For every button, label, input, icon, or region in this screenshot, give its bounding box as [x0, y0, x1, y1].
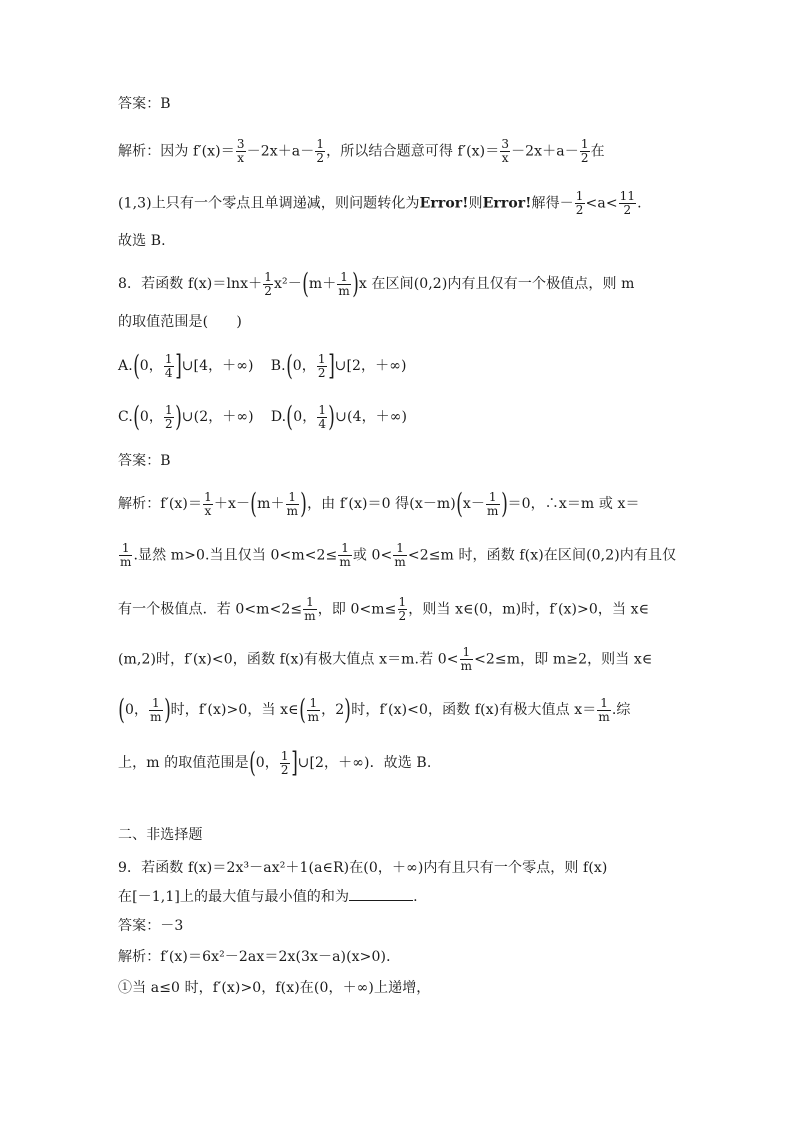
answer-8 — [118, 452, 171, 470]
text: (1,3)上只有一个零点且单调递减，则问题转化为 — [118, 195, 420, 212]
text: 解析：f′(x)＝6x²－2ax＝2x(3x－a)(x>0)． — [118, 949, 401, 965]
fraction: $\frac{1}{m}$ — [460, 645, 473, 673]
question-8-line-2 — [118, 313, 242, 331]
question-9-line-1 — [118, 859, 607, 877]
fraction: $\frac{1}{2}$ — [398, 595, 407, 623]
text: 或 0< — [352, 547, 393, 564]
section-heading — [118, 826, 203, 844]
option-b[interactable]: B.(0， $\frac{1}{2}$ ]∪[2，＋∞) — [270, 349, 407, 382]
solution-8-line-4 — [118, 646, 652, 673]
fraction: $\frac{1}{m}$ — [120, 541, 132, 569]
fraction: $\frac{1}{m}$ — [339, 541, 351, 569]
text: m＋ — [308, 276, 337, 292]
text: 答案：－3 — [118, 918, 184, 934]
text: ∪[2，＋∞)．故选 B. — [297, 755, 432, 771]
fraction: $\frac{1}{m}$ — [307, 695, 320, 724]
question-8-line-1: 8．若函数 f(x)＝lnx＋ $\frac{1}{2}$ x²－(m＋ $\frac{1}{m}$ )x 在区间(0,2)内有且仅有一个极值点，则 m — [118, 267, 635, 300]
fraction: $\frac{1}{m}$ — [150, 695, 162, 724]
text: ，即 0<m≤ — [317, 601, 397, 618]
text: x²－ — [274, 276, 302, 292]
fraction: $\frac{1}{m}$ — [304, 595, 316, 623]
fraction: $\frac{1}{4}$ — [164, 351, 173, 380]
fraction: $\frac{1}{2}$ — [316, 137, 325, 165]
section-title: 二、非选择题 — [118, 827, 203, 843]
text: ①当 a≤0 时，f′(x)>0，f(x)在(0，＋∞)上递增， — [118, 980, 431, 996]
text: x 在区间(0,2)内有且仅有一个极值点，则 m — [358, 276, 635, 292]
error-text: Error! — [419, 195, 469, 212]
text: 故选 B. — [118, 233, 166, 249]
text: 解析：f′(x)＝ — [118, 496, 203, 512]
solution-7-line-1 — [118, 138, 605, 165]
fraction: $\frac{1}{2}$ — [264, 269, 272, 298]
fraction: $\frac{3}{x}$ — [236, 137, 245, 165]
text: 0， — [125, 702, 149, 718]
solution-8-line-5: (0， $\frac{1}{m}$ )时，f′(x)>0，当 x∈( $\frac{1}{m}$ ，2)时，f′(x)<0，函数 f(x)有极大值点 x＝ $\frac{1}{m}$ .综 — [118, 693, 631, 726]
answer-7-text: 答案：B — [118, 96, 171, 112]
text: . — [637, 195, 642, 212]
text: x－ — [462, 496, 486, 512]
text: ，由 f′(x)＝0 得(x－m) — [307, 496, 456, 512]
fraction: $\frac{1}{m}$ — [394, 541, 406, 569]
text: 在[－1,1]上的最大值与最小值的和为 — [118, 889, 350, 905]
text: ＋x－ — [213, 496, 251, 512]
text: <2≤m 时，函数 f(x)在区间(0,2)内有且仅 — [407, 547, 677, 564]
solution-8-line-3 — [118, 596, 649, 623]
options-ab — [118, 349, 407, 382]
text: 解析：因为 f′(x)＝ — [118, 143, 235, 160]
text: 答案：B — [118, 453, 171, 469]
text: <a< — [585, 195, 618, 212]
question-9-line-2 — [118, 886, 418, 906]
answer-blank[interactable] — [349, 886, 413, 901]
solution-7-line-3 — [118, 232, 166, 250]
option-d[interactable]: D.(0， $\frac{1}{4}$ )∪(4，＋∞) — [270, 400, 408, 433]
text: －2x＋a－ — [511, 143, 579, 160]
options-cd — [118, 400, 408, 433]
solution-9-line-1 — [118, 948, 400, 966]
text: .综 — [611, 702, 631, 718]
text: (m,2)时，f′(x)<0，函数 f(x)有极大值点 x＝m.若 0< — [118, 651, 459, 668]
text: 则 — [468, 195, 483, 212]
option-a[interactable]: A.(0， $\frac{1}{4}$ ]∪[4，＋∞) — [118, 349, 254, 382]
fraction: $\frac{1}{2}$ — [317, 351, 326, 380]
fraction: $\frac{1}{x}$ — [204, 489, 212, 518]
fraction: $\frac{1}{2}$ — [575, 189, 584, 217]
solution-8-line-6: 上，m 的取值范围是(0， $\frac{1}{2}$ ]∪[2，＋∞)．故选 B. — [118, 746, 432, 779]
text: 8．若函数 f(x)＝lnx＋ — [118, 276, 263, 292]
text: 解得－ — [531, 195, 574, 212]
fraction: $\frac{1}{2}$ — [580, 137, 589, 165]
answer-7 — [118, 95, 171, 113]
text: 有一个极值点．若 0<m<2≤ — [118, 601, 303, 618]
solution-8-line-1: 解析：f′(x)＝ $\frac{1}{x}$ ＋x－(m＋ $\frac{1}{m}$ )，由 f′(x)＝0 得(x－m)(x－ $\frac{1}{m}$ )＝0，∴x＝m 或 x＝ — [118, 487, 640, 520]
fraction: $\frac{3}{x}$ — [501, 137, 510, 165]
text: 9．若函数 f(x)＝2x³－ax²＋1(a∈R)在(0，＋∞)内有且只有一个零点，则 f(x) — [118, 860, 608, 876]
solution-7-line-2 — [118, 190, 642, 217]
text: .显然 m>0.当且仅当 0<m<2≤ — [133, 547, 338, 564]
option-c[interactable]: C.(0， $\frac{1}{2}$ )∪(2，＋∞) — [118, 400, 254, 433]
fraction: $\frac{11}{2}$ — [619, 189, 636, 217]
text: ，2 — [321, 702, 345, 718]
text: . — [413, 889, 418, 905]
text: m＋ — [257, 496, 285, 512]
fraction: $\frac{1}{m}$ — [286, 489, 299, 518]
error-text: Error! — [482, 195, 532, 212]
text: ，所以结合题意可得 f′(x)＝ — [326, 143, 500, 160]
text: <2≤m，即 m≥2，则当 x∈ — [474, 651, 653, 668]
text: 时，f′(x)>0，当 x∈ — [170, 702, 299, 718]
fraction: $\frac{1}{m}$ — [338, 269, 350, 298]
solution-8-line-2 — [118, 542, 676, 569]
text: ＝0，∴x＝m 或 x＝ — [507, 496, 640, 512]
text: 上，m 的取值范围是 — [118, 755, 249, 771]
text: 的取值范围是( ) — [118, 314, 242, 330]
text: ，则当 x∈(0，m)时，f′(x)>0，当 x∈ — [408, 601, 650, 618]
solution-9-line-2 — [118, 979, 430, 997]
text: 时，f′(x)<0，函数 f(x)有极大值点 x＝ — [351, 702, 597, 718]
fraction: $\frac{1}{m}$ — [487, 489, 499, 518]
answer-9 — [118, 917, 183, 935]
text: 在 — [590, 143, 605, 160]
fraction: $\frac{1}{2}$ — [165, 402, 173, 431]
fraction: $\frac{1}{2}$ — [280, 748, 289, 777]
fraction: $\frac{1}{m}$ — [598, 695, 610, 724]
text: －2x＋a－ — [246, 143, 315, 160]
fraction: $\frac{1}{4}$ — [318, 402, 327, 431]
